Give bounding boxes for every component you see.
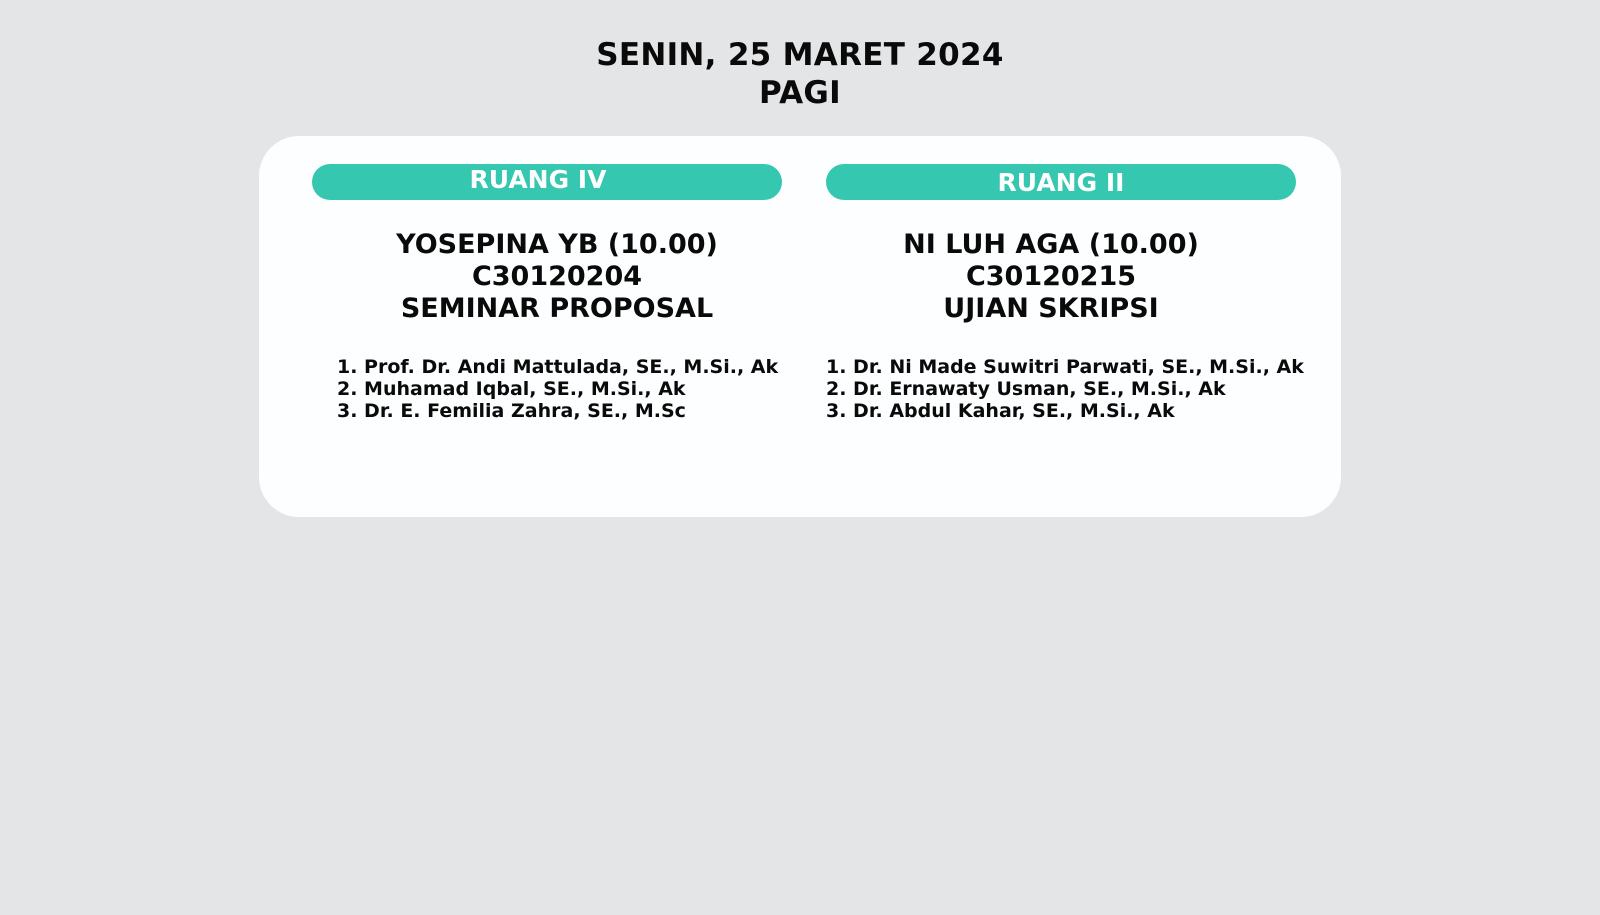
examiner-item: 1. Prof. Dr. Andi Mattulada, SE., M.Si., Ak	[337, 356, 779, 378]
candidate-exam-type: SEMINAR PROPOSAL	[400, 293, 714, 324]
examiner-item: 3. Dr. E. Femilia Zahra, SE., M.Sc	[337, 400, 686, 422]
room-badge	[826, 164, 1296, 200]
room-label: RUANG IV	[469, 165, 607, 194]
candidate-name-time: NI LUH AGA (10.00)	[903, 229, 1199, 260]
schedule-card	[259, 136, 1341, 517]
examiner-item: 1. Dr. Ni Made Suwitri Parwati, SE., M.Si., Ak	[826, 356, 1304, 378]
candidate-name-time: YOSEPINA YB (10.00)	[396, 229, 718, 260]
candidate-info	[806, 229, 1296, 325]
examiner-list	[337, 356, 778, 422]
schedule-session: PAGI	[758, 75, 842, 111]
examiner-item: 2. Muhamad Iqbal, SE., M.Si., Ak	[337, 378, 686, 400]
examiner-list	[826, 356, 1304, 422]
candidate-info	[312, 229, 802, 325]
room-badge	[312, 164, 782, 200]
schedule-header	[0, 36, 1600, 112]
candidate-exam-type: UJIAN SKRIPSI	[943, 293, 1159, 324]
candidate-student-id: C30120215	[965, 261, 1137, 292]
candidate-student-id: C30120204	[471, 261, 643, 292]
examiner-item: 2. Dr. Ernawaty Usman, SE., M.Si., Ak	[826, 378, 1226, 400]
examiner-item: 3. Dr. Abdul Kahar, SE., M.Si., Ak	[826, 400, 1175, 422]
schedule-date: SENIN, 25 MARET 2024	[596, 37, 1004, 73]
room-label: RUANG II	[997, 168, 1125, 197]
